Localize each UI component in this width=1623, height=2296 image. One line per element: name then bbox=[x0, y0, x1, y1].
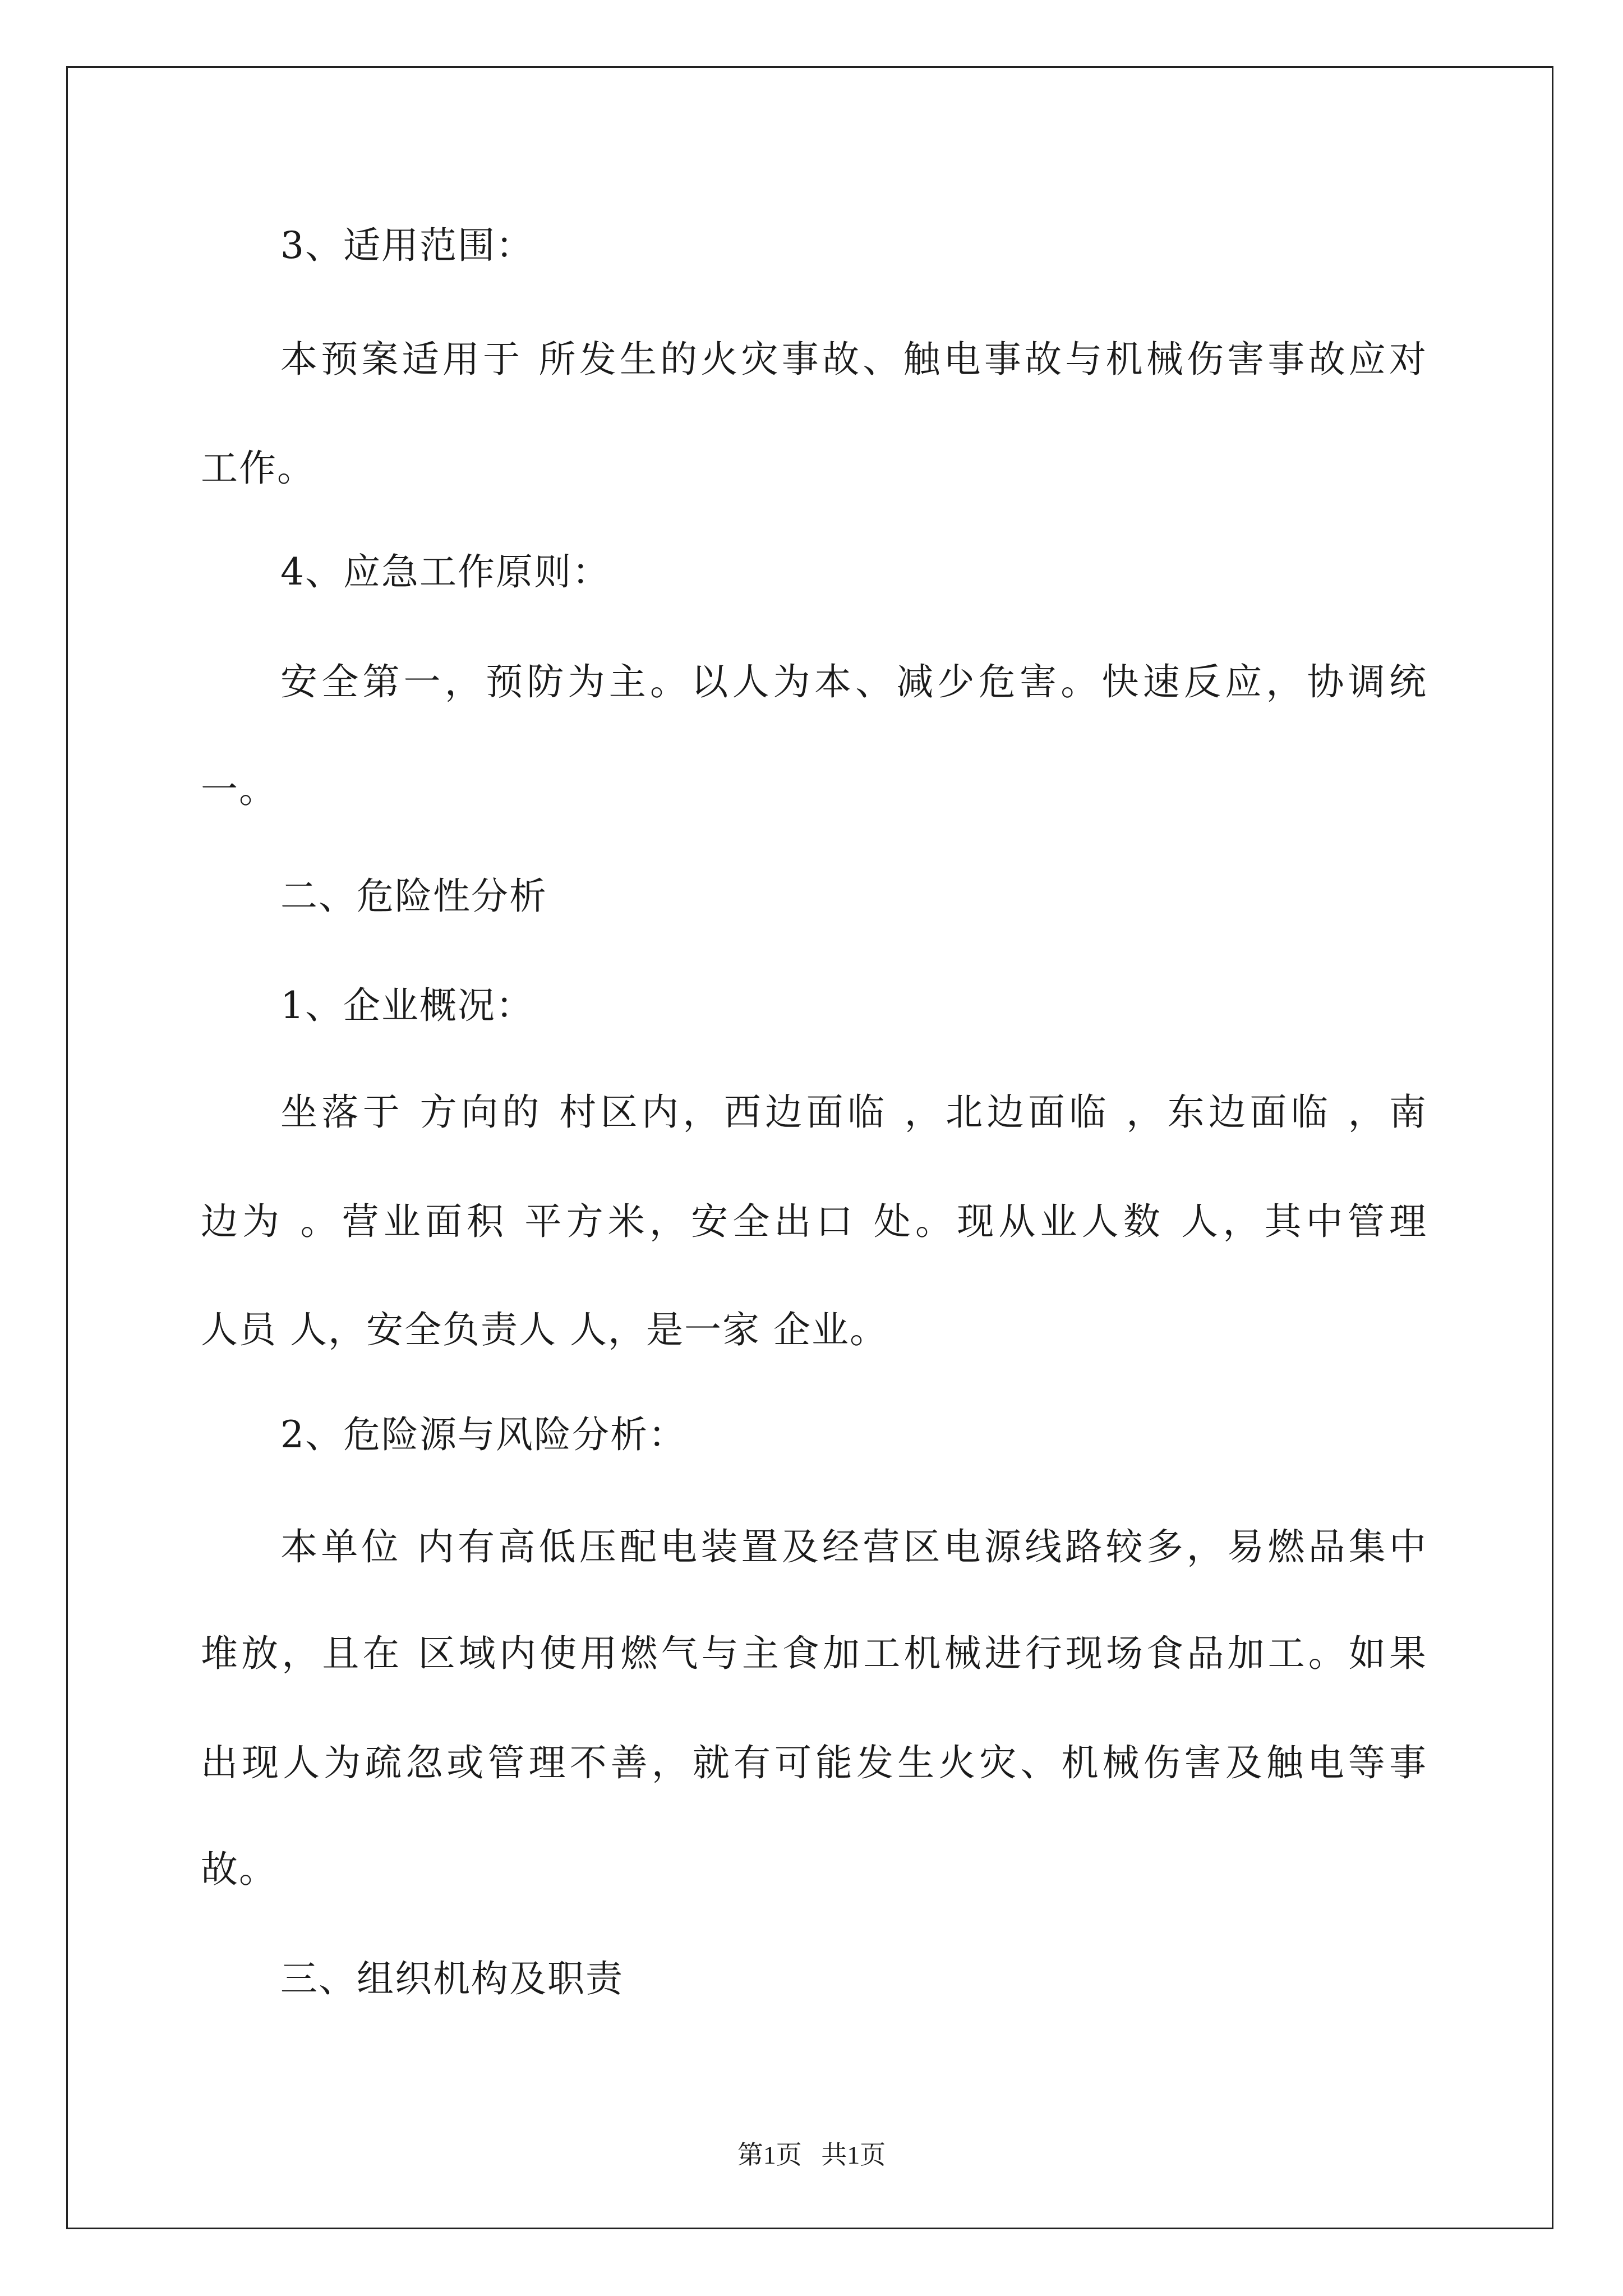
paragraph-scope-line-2: 工作。 bbox=[201, 447, 315, 490]
section-heading-organization: 三、组织机构及职责 bbox=[280, 1957, 624, 2000]
paragraph-hazard-line-2: 堆放，且在 区域内使用燃气与主食加工机械进行现场食品加工。如果 bbox=[201, 1632, 1427, 1675]
heading-scope: 3、适用范围： bbox=[280, 224, 534, 267]
page-footer: 第1页 共1页 bbox=[737, 2141, 886, 2169]
section-heading-risk-analysis: 二、危险性分析 bbox=[280, 875, 547, 918]
paragraph-hazard-line-3: 出现人为疏忽或管理不善，就有可能发生火灾、机械伤害及触电等事 bbox=[201, 1741, 1427, 1784]
paragraph-hazard-line-1: 本单位 内有高低压配电装置及经营区电源线路较多，易燃品集中 bbox=[280, 1525, 1427, 1568]
paragraph-overview-line-3: 人员 人，安全负责人 人，是一家 企业。 bbox=[201, 1308, 888, 1351]
paragraph-scope-line-1: 本预案适用于 所发生的火灾事故、触电事故与机械伤害事故应对 bbox=[280, 338, 1427, 381]
paragraph-principles-line-2: 一。 bbox=[201, 768, 277, 811]
page-border bbox=[66, 66, 1553, 2229]
paragraph-principles-line-1: 安全第一，预防为主。以人为本、减少危害。快速反应，协调统 bbox=[280, 660, 1427, 703]
heading-company-overview: 1、企业概况： bbox=[280, 984, 534, 1027]
paragraph-overview-line-2: 边为 。营业面积 平方米，安全出口 处。现从业人数 人，其中管理 bbox=[201, 1200, 1427, 1243]
paragraph-hazard-line-4: 故。 bbox=[201, 1848, 277, 1891]
heading-principles: 4、应急工作原则： bbox=[280, 550, 610, 593]
heading-hazard-analysis: 2、危险源与风险分析： bbox=[280, 1413, 686, 1456]
paragraph-overview-line-1: 坐落于 方向的 村区内，西边面临 ，北边面临 ，东边面临 ，南 bbox=[280, 1091, 1427, 1134]
